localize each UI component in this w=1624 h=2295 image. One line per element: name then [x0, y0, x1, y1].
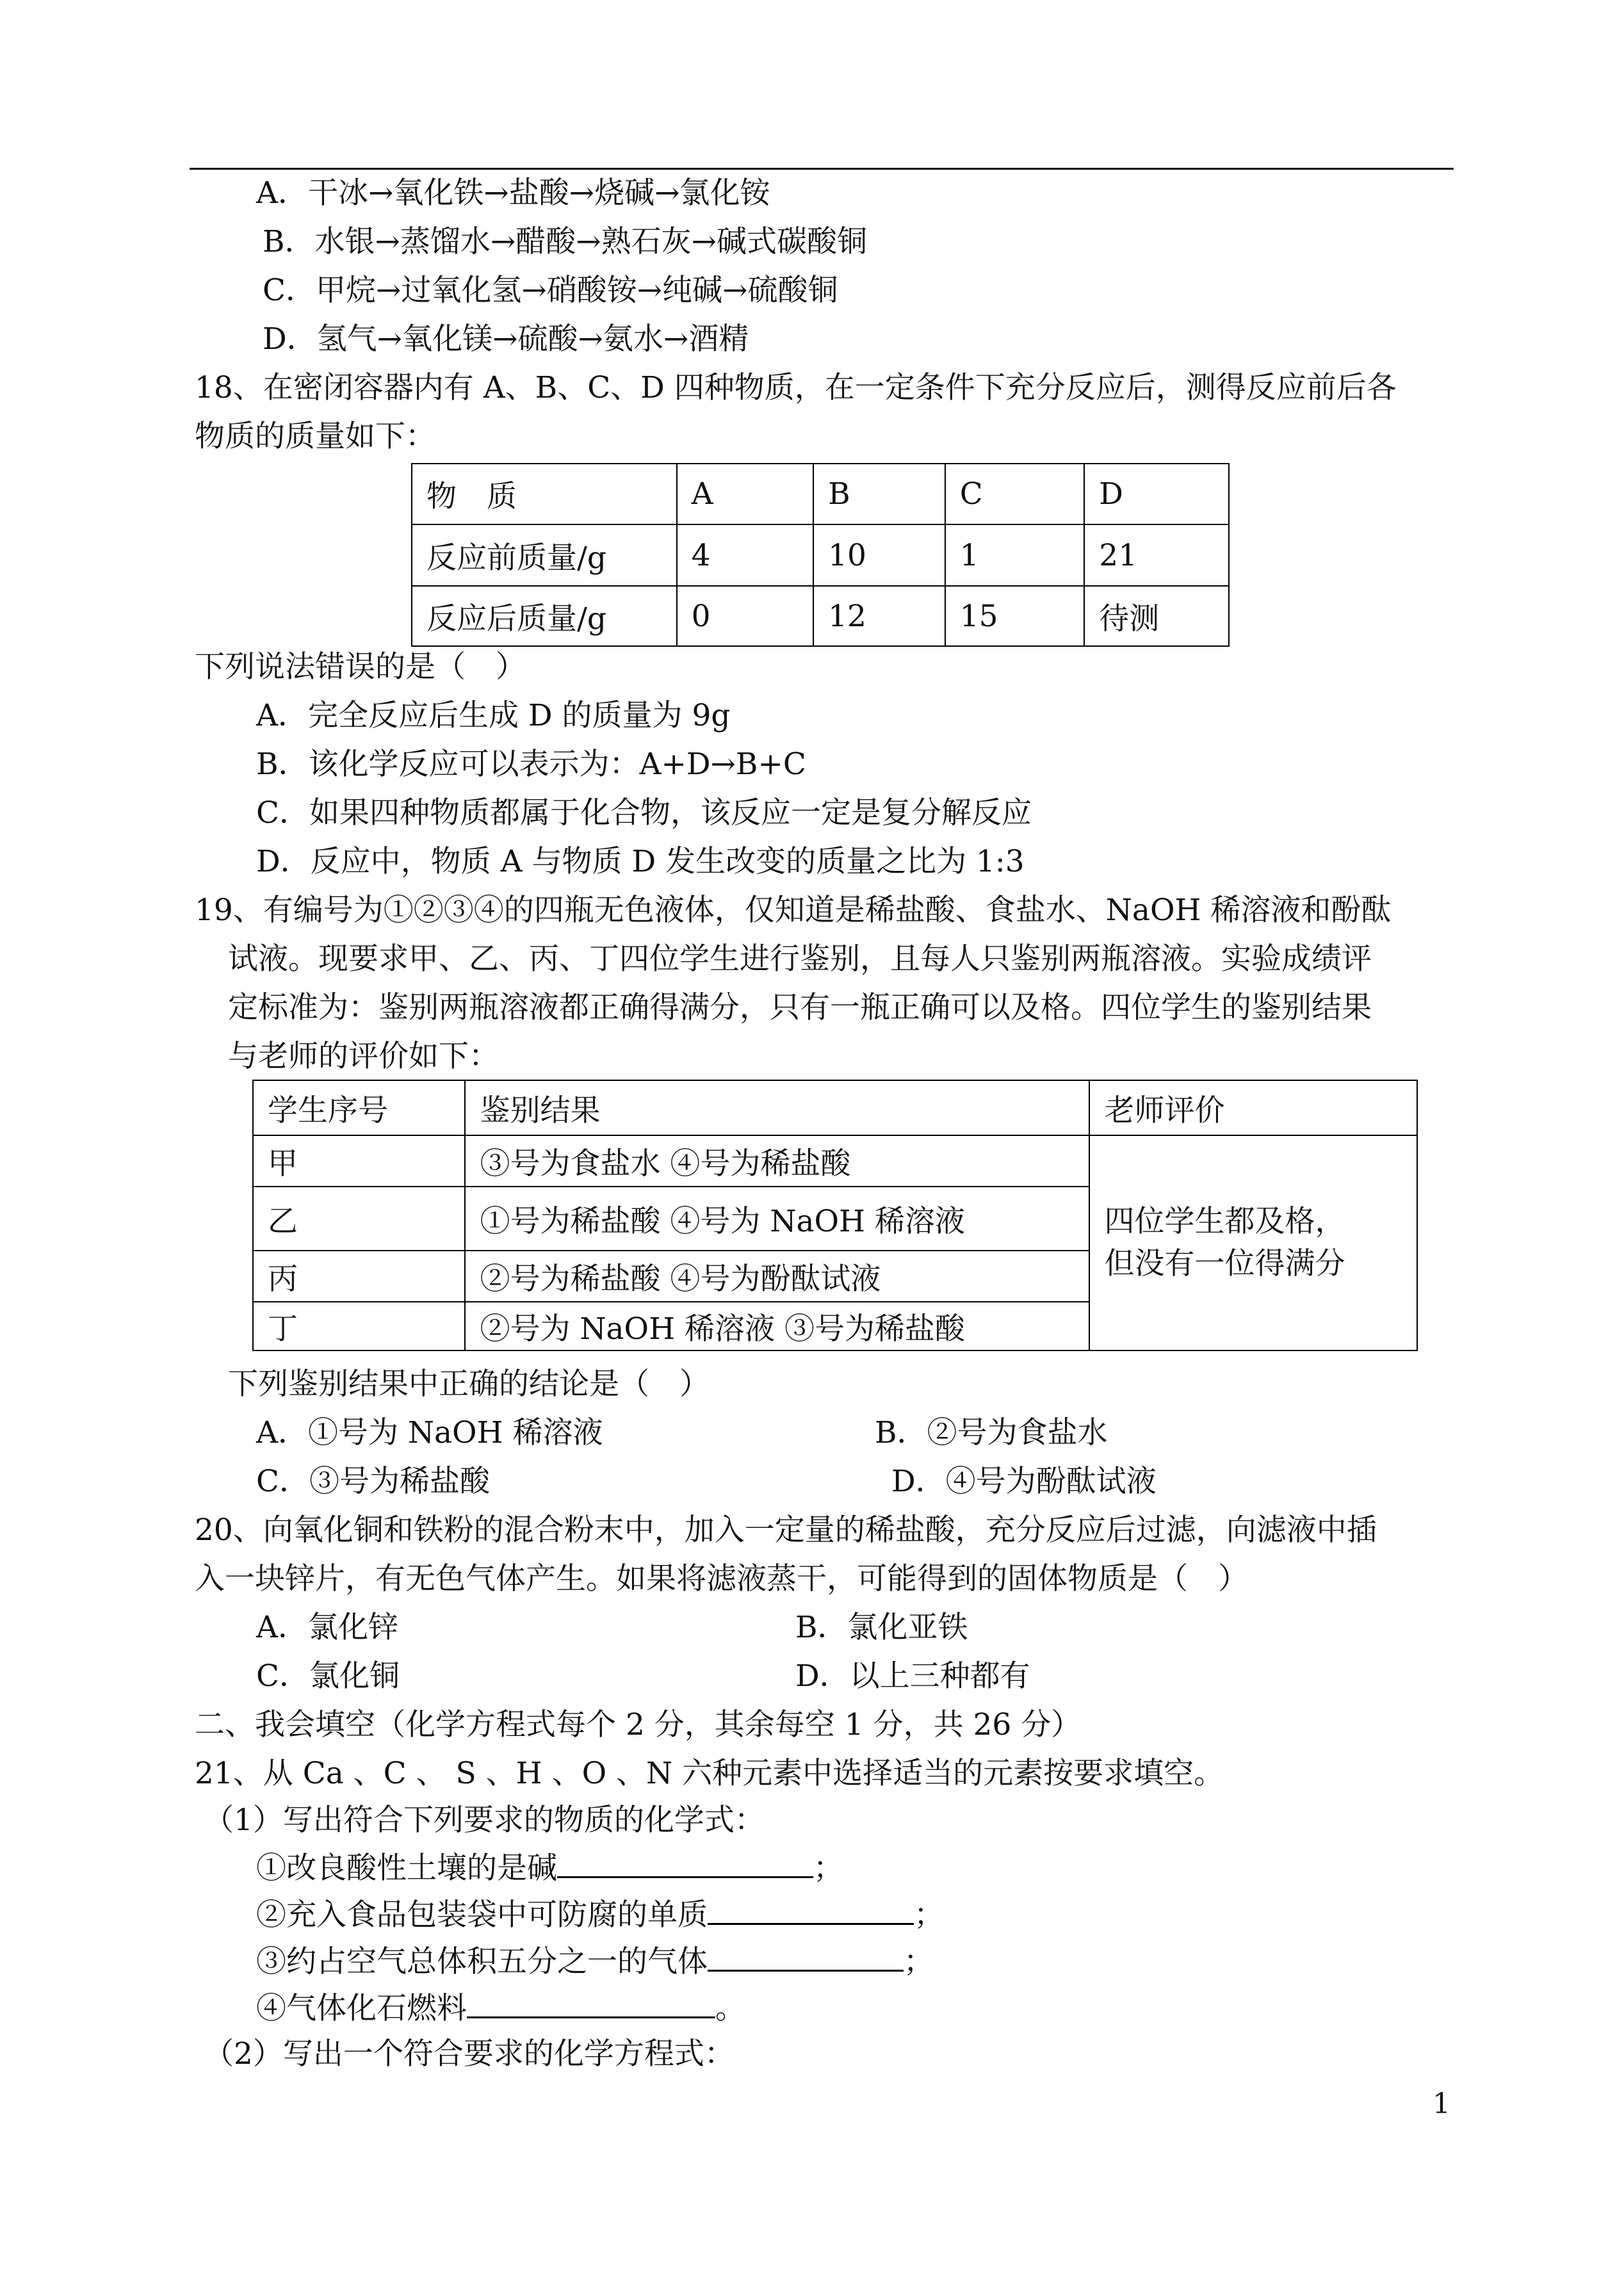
q19-table-header: [253, 1080, 1417, 1135]
q20-stem-line2: 入一块锌片，有无色气体产生。如果将滤液蒸干，可能得到的固体物质是（ ）: [195, 1561, 1248, 1596]
q19-stem-line3: 定标准为：鉴别两瓶溶液都正确得满分，只有一瓶正确可以及格。四位学生的鉴别结果: [228, 990, 1372, 1025]
q19-stem-line1: 19、有编号为①②③④的四瓶无色液体，仅知道是稀盐酸、食盐水、NaOH 稀溶液和酚酞: [195, 893, 1392, 928]
q21-answer-blank-2[interactable]: [708, 1895, 914, 1925]
q18-row-label: 反应前质量/g: [412, 524, 677, 586]
q18-cell: 21: [1084, 524, 1229, 586]
q21-item-2-text: ②充入食品包装袋中可防腐的单质: [256, 1897, 708, 1933]
q19-evaluation-cell: [1089, 1135, 1417, 1350]
q21-item-1: [256, 1848, 843, 1888]
q19-option-c: C．③号为稀盐酸: [256, 1464, 490, 1499]
q20-option-b: B．氯化亚铁: [795, 1610, 968, 1645]
q19-result-cell: ②号为 NaOH 稀溶液 ③号为稀盐酸: [465, 1302, 1089, 1350]
q18-stem-line2: 物质的质量如下：: [195, 419, 435, 454]
table-row: [412, 524, 1229, 586]
q18-header-cell: A: [677, 464, 813, 524]
q17-option-b: B．水银→蒸馏水→醋酸→熟石灰→碱式碳酸铜: [263, 224, 868, 259]
q20-option-d: D．以上三种都有: [795, 1658, 1030, 1694]
q18-header-cell: 物 质: [412, 464, 677, 524]
q19-stem-line4: 与老师的评价如下：: [228, 1039, 499, 1074]
section-2-title: 二、我会填空（化学方程式每个 2 分，其余每空 1 分，共 26 分）: [195, 1707, 1082, 1742]
q19-option-b: B．②号为食盐水: [875, 1415, 1108, 1450]
q18-cell: 10: [813, 524, 945, 586]
q21-answer-blank-4[interactable]: [467, 1988, 715, 2018]
q20-option-a: A．氯化锌: [256, 1610, 398, 1645]
page-number: 1: [1433, 2088, 1450, 2120]
q21-item-3-end: ；: [904, 1944, 934, 1979]
q18-cell: 12: [813, 586, 945, 646]
q21-item-4-text: ④气体化石燃料: [256, 1991, 467, 2026]
q21-item-4: [256, 1988, 745, 2028]
q18-stem-line1: 18、在密闭容器内有 A、B、C、D 四种物质，在一定条件下充分反应后，测得反应前后各: [195, 370, 1397, 405]
q19-header-cell: 鉴别结果: [465, 1080, 1089, 1135]
table-row: [412, 586, 1229, 646]
q19-student-cell: 乙: [253, 1187, 465, 1251]
q19-evaluation-line2: 但没有一位得满分: [1104, 1246, 1345, 1281]
q18-option-d: D．反应中，物质 A 与物质 D 发生改变的质量之比为 1:3: [256, 844, 1025, 879]
q18-header-cell: C: [945, 464, 1085, 524]
q19-student-cell: 丙: [253, 1251, 465, 1302]
q18-cell: 4: [677, 524, 813, 586]
q18-prompt: 下列说法错误的是（ ）: [195, 649, 526, 685]
q21-part1: （1）写出符合下列要求的物质的化学式：: [204, 1803, 765, 1838]
q19-student-cell: 丁: [253, 1302, 465, 1350]
q18-mass-table: [411, 463, 1230, 647]
q19-header-cell: 老师评价: [1089, 1080, 1417, 1135]
q18-cell: 0: [677, 586, 813, 646]
q18-option-a: A．完全反应后生成 D 的质量为 9g: [256, 698, 731, 733]
q19-student-cell: 甲: [253, 1135, 465, 1187]
q20-option-c: C．氯化铜: [256, 1658, 400, 1694]
q19-result-cell: ②号为稀盐酸 ④号为酚酞试液: [465, 1251, 1089, 1302]
q21-item-1-text: ①改良酸性土壤的是碱: [256, 1851, 557, 1886]
q18-option-b: B．该化学反应可以表示为：A+D→B+C: [256, 747, 806, 782]
q19-header-cell: 学生序号: [253, 1080, 465, 1135]
q21-answer-blank-1[interactable]: [557, 1848, 813, 1878]
q21-part2: （2）写出一个符合要求的化学方程式：: [204, 2036, 735, 2072]
q18-option-c: C．如果四种物质都属于化合物，该反应一定是复分解反应: [256, 795, 1032, 831]
q18-header-cell: B: [813, 464, 945, 524]
q19-result-cell: ①号为稀盐酸 ④号为 NaOH 稀溶液: [465, 1187, 1089, 1251]
q20-stem-line1: 20、向氧化铜和铁粉的混合粉末中，加入一定量的稀盐酸，充分反应后过滤，向滤液中插: [195, 1512, 1377, 1548]
table-row: [253, 1135, 1417, 1187]
q18-cell: 待测: [1084, 586, 1229, 646]
q19-result-table: [252, 1080, 1418, 1351]
q19-option-d: D．④号为酚酞试液: [891, 1464, 1157, 1499]
q21-item-1-end: ；: [813, 1851, 843, 1886]
q21-item-3: [256, 1942, 934, 1981]
q21-item-2: [256, 1895, 944, 1934]
q18-table-header: [412, 464, 1229, 524]
q19-evaluation-line1: 四位学生都及格，: [1104, 1204, 1345, 1239]
q17-option-a: A．干冰→氧化铁→盐酸→烧碱→氯化铵: [256, 175, 770, 211]
q17-option-c: C．甲烷→过氧化氢→硝酸铵→纯碱→硫酸铜: [263, 273, 838, 308]
q19-result-cell: ③号为食盐水 ④号为稀盐酸: [465, 1135, 1089, 1187]
q18-row-label: 反应后质量/g: [412, 586, 677, 646]
header-rule: [190, 168, 1454, 170]
q21-stem: 21、从 Ca 、C 、 S 、H 、O 、N 六种元素中选择适当的元素按要求填空。: [195, 1756, 1224, 1791]
q21-item-4-end: 。: [715, 1991, 745, 2026]
q18-cell: 1: [945, 524, 1085, 586]
q21-item-2-end: ；: [914, 1897, 944, 1933]
q17-option-d: D．氢气→氧化镁→硫酸→氨水→酒精: [263, 321, 749, 357]
q18-header-cell: D: [1084, 464, 1229, 524]
q21-answer-blank-3[interactable]: [708, 1942, 904, 1972]
q19-prompt: 下列鉴别结果中正确的结论是（ ）: [228, 1366, 710, 1402]
q21-item-3-text: ③约占空气总体积五分之一的气体: [256, 1944, 708, 1979]
q18-cell: 15: [945, 586, 1085, 646]
q19-stem-line2: 试液。现要求甲、乙、丙、丁四位学生进行鉴别，且每人只鉴别两瓶溶液。实验成绩评: [228, 941, 1372, 977]
q19-option-a: A．①号为 NaOH 稀溶液: [256, 1415, 603, 1450]
